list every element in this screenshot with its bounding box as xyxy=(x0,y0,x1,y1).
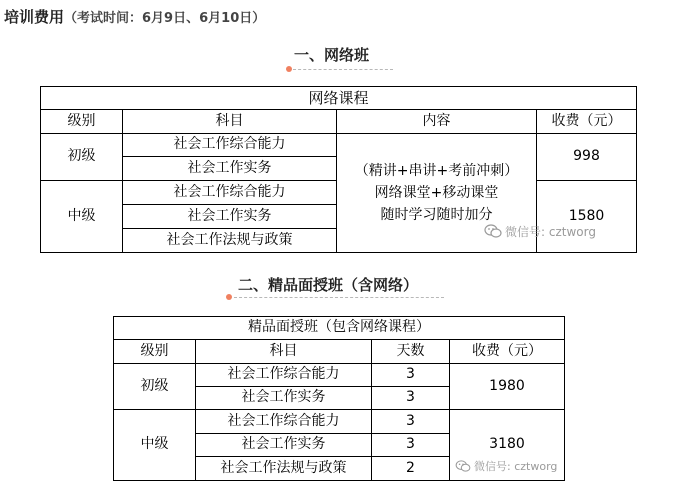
watermark-wechat xyxy=(455,458,557,475)
online-level-intermediate: 中级 xyxy=(41,181,123,253)
classroom-col-days: 天数 xyxy=(372,340,450,364)
online-fee-primary: 998 xyxy=(537,134,637,181)
online-subject-cell: 社会工作实务 xyxy=(123,205,337,229)
classroom-col-subject: 科目 xyxy=(196,340,372,364)
watermark-wechat xyxy=(484,223,596,241)
page-title-subtitle: （考试时间：6月9日、6月10日） xyxy=(64,11,266,26)
classroom-days-cell: 3 xyxy=(372,387,450,410)
classroom-fee-primary: 1980 xyxy=(450,364,565,410)
watermark-text: 微信号: cztworg xyxy=(474,460,558,473)
classroom-subject-cell: 社会工作实务 xyxy=(196,434,372,457)
wechat-icon xyxy=(455,460,471,475)
classroom-course-table xyxy=(113,316,565,481)
online-col-content: 内容 xyxy=(337,110,537,134)
section-heading-dot xyxy=(286,66,292,72)
section-heading-classroom: 二、精品面授班（含网络） xyxy=(238,276,419,294)
classroom-level-primary: 初级 xyxy=(114,364,196,410)
online-subject-cell: 社会工作综合能力 xyxy=(123,134,337,157)
classroom-subject-cell: 社会工作法规与政策 xyxy=(196,457,372,481)
section-heading-online: 一、网络班 xyxy=(294,46,370,64)
classroom-subject-cell: 社会工作综合能力 xyxy=(196,410,372,434)
classroom-fee-intermediate: 3180 xyxy=(450,410,565,481)
online-fee-intermediate: 1580 xyxy=(537,181,637,253)
online-level-primary: 初级 xyxy=(41,134,123,181)
online-content-line: （精讲+串讲+考前冲刺） xyxy=(354,163,519,179)
classroom-days-cell: 3 xyxy=(372,364,450,387)
online-content-line: 网络课堂+移动课堂 xyxy=(374,185,499,201)
online-col-subject: 科目 xyxy=(123,110,337,134)
classroom-col-level: 级别 xyxy=(114,340,196,364)
wechat-icon xyxy=(484,224,502,241)
classroom-days-cell: 3 xyxy=(372,434,450,457)
online-subject-cell: 社会工作实务 xyxy=(123,157,337,181)
classroom-col-fee: 收费（元） xyxy=(450,340,565,364)
online-col-fee: 收费（元） xyxy=(537,110,637,134)
online-content-line: 随时学习随时加分 xyxy=(380,207,493,223)
classroom-table-title: 精品面授班（包含网络课程） xyxy=(114,317,565,340)
classroom-days-cell: 2 xyxy=(372,457,450,481)
classroom-days-cell: 3 xyxy=(372,410,450,434)
page-title xyxy=(4,6,265,27)
page-title-main: 培训费用 xyxy=(4,8,65,26)
classroom-subject-cell: 社会工作综合能力 xyxy=(196,364,372,387)
classroom-subject-cell: 社会工作实务 xyxy=(196,387,372,410)
online-subject-cell: 社会工作综合能力 xyxy=(123,181,337,205)
online-col-level: 级别 xyxy=(41,110,123,134)
classroom-level-intermediate: 中级 xyxy=(114,410,196,481)
online-subject-cell: 社会工作法规与政策 xyxy=(123,229,337,253)
section-heading-underline xyxy=(234,297,444,298)
online-table-title: 网络课程 xyxy=(41,87,637,110)
section-heading-dot xyxy=(226,294,232,300)
section-heading-underline xyxy=(293,69,393,70)
watermark-text: 微信号: cztworg xyxy=(505,225,596,239)
